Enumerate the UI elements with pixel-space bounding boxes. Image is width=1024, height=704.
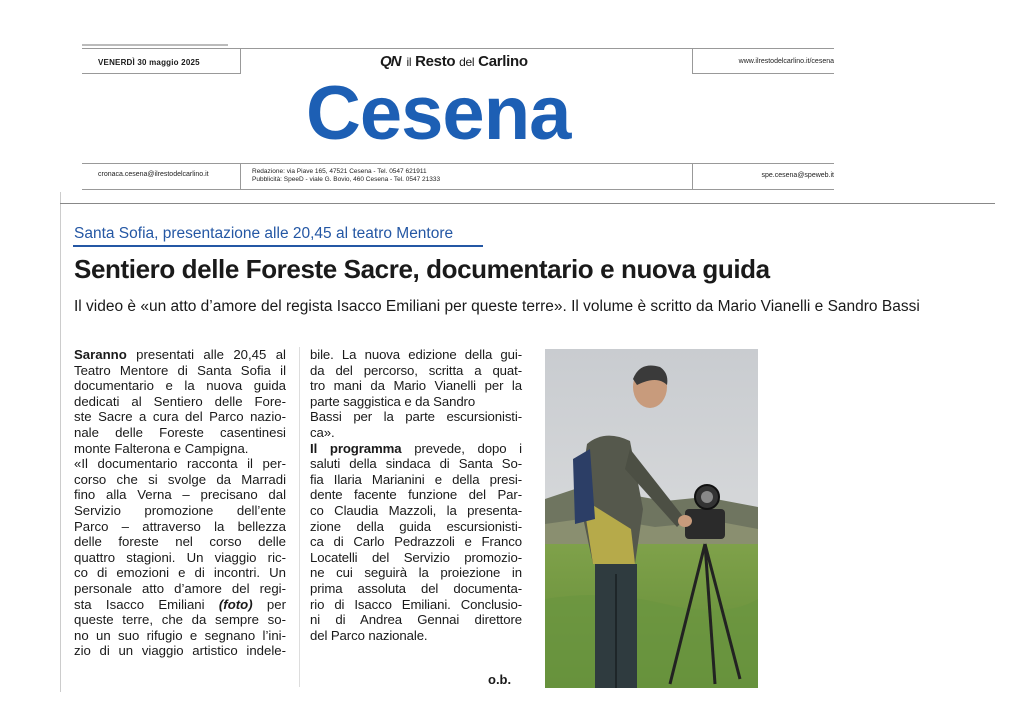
author-initials: o.b. bbox=[488, 672, 512, 687]
photo-illustration bbox=[545, 349, 758, 688]
masthead-line-under-date bbox=[82, 73, 241, 74]
article-photo bbox=[545, 349, 758, 688]
col1-line: no un suo rifugio e segnano l’ini- bbox=[74, 627, 286, 643]
redazione-info bbox=[252, 168, 440, 184]
masthead-sep-right bbox=[692, 48, 693, 74]
col1-foto-post: per bbox=[252, 596, 286, 612]
city-section-title: Cesena bbox=[306, 71, 571, 156]
redazione-line: Redazione: via Piave 165, 47521 Cesena - Tel. 0547 621911 bbox=[252, 168, 427, 175]
col2-line: saluti della sindaca di Santa So- bbox=[310, 456, 522, 472]
col1-line: ste Sacre a cura del Parco nazio- bbox=[74, 409, 286, 425]
col1-line: dedicati al Sentiero delle Fore- bbox=[74, 393, 286, 409]
col1-line: Teatro Mentore di Santa Sofia il bbox=[74, 362, 286, 378]
col1-line: Parco – attraverso la bellezza bbox=[74, 518, 286, 534]
col2-line: tro mani da Mario Vianelli per la bbox=[310, 378, 522, 394]
col2-line: co Claudia Mazzoli, la presenta- bbox=[310, 502, 522, 518]
top-short-rule bbox=[82, 44, 228, 46]
kicker-underline bbox=[73, 245, 483, 247]
newspaper-logo bbox=[380, 50, 528, 72]
newspaper-name-1: Resto bbox=[415, 52, 456, 70]
newspaper-name-2: Carlino bbox=[478, 52, 528, 70]
col1-line: documentario e la nuova guida bbox=[74, 378, 286, 394]
masthead-base-rule bbox=[82, 189, 834, 190]
masthead-bottom-rule bbox=[82, 163, 834, 164]
col1-first-text: presentati alle 20,45 al bbox=[126, 347, 286, 362]
website-link[interactable]: www.ilrestodelcarlino.it/cesena bbox=[738, 58, 834, 65]
article-subhead: Il video è «un atto d’amore del regista Isacco Emiliani per queste terre». Il volume è scritto da Mario Vianelli e Sandro Bassi bbox=[74, 298, 920, 315]
col2-line: prima assoluta del documenta- bbox=[310, 580, 522, 596]
col2-line: del Parco nazionale. bbox=[310, 627, 428, 643]
edition-date: VENERDÌ 30 maggio 2025 bbox=[98, 58, 200, 67]
footer-sep-left bbox=[240, 163, 241, 189]
foto-reference: (foto) bbox=[218, 596, 253, 612]
col1-line: «Il documentario racconta il per- bbox=[74, 456, 286, 472]
article-kicker: Santa Sofia, presentazione alle 20,45 al teatro Mentore bbox=[74, 225, 454, 242]
col1-foto-line bbox=[74, 597, 286, 613]
col1-line: Servizio promozione dell’ente bbox=[74, 502, 286, 518]
article-headline: Sentiero delle Foreste Sacre, documentario e nuova guida bbox=[74, 254, 770, 284]
col1-lead-word: Saranno bbox=[74, 347, 127, 362]
newspaper-name bbox=[407, 53, 528, 70]
col1-line: corso che si svolge da Marradi bbox=[74, 471, 286, 487]
col2-line: ca di Carlo Pedrazzoli e Franco bbox=[310, 534, 522, 550]
col2-line: fia Ilaria Marianini e della presi- bbox=[310, 471, 522, 487]
col2-line: parte saggistica e da Sandro bbox=[310, 393, 476, 409]
article-left-rule bbox=[60, 192, 61, 692]
col2-line: da del percorso, scritta a quat- bbox=[310, 362, 522, 378]
col1-line: queste terre, che da sempre so- bbox=[74, 612, 286, 628]
col2-programma-text: prevede, dopo i bbox=[401, 440, 522, 456]
col2-line: ni di Andrea Gennai direttore bbox=[310, 612, 522, 628]
article-column-1 bbox=[74, 347, 286, 659]
col1-line: personale atto d’amore del regi- bbox=[74, 580, 286, 596]
pubblicita-line: Pubblicità: SpeeD - viale G. Bovio, 460 Cesena - Tel. 0547 21333 bbox=[252, 176, 441, 183]
col1-line: zio di un viaggio artistico indele- bbox=[74, 643, 286, 659]
col1-foto-pre: sta Isacco Emiliani bbox=[74, 596, 219, 612]
col2-line: dente facente funzione del Par- bbox=[310, 487, 522, 503]
col2-line: ca». bbox=[310, 424, 335, 440]
masthead-sep-left bbox=[240, 48, 241, 74]
column-divider bbox=[299, 347, 300, 687]
col1-line: quattro stagioni. Un viaggio ric- bbox=[74, 549, 286, 565]
col1-line: delle foreste nel corso delle bbox=[74, 534, 286, 550]
newspaper-del: del bbox=[459, 54, 475, 69]
masthead-line-under-url bbox=[692, 73, 834, 74]
qn-logo-mark: QN bbox=[380, 52, 401, 70]
col1-line: monte Falterona e Campigna. bbox=[74, 440, 249, 456]
email-pubblicita[interactable]: spe.cesena@speweb.it bbox=[761, 172, 834, 179]
col2-line: bile. La nuova edizione della gui- bbox=[310, 347, 522, 362]
article-top-rule bbox=[60, 203, 995, 204]
col1-first-line bbox=[74, 347, 286, 363]
col1-line: co di emozioni e di incontri. Un bbox=[74, 565, 286, 581]
col2-line: Bassi per la parte escursionisti- bbox=[310, 409, 522, 425]
article-column-2 bbox=[310, 347, 522, 643]
footer-sep-right bbox=[692, 163, 693, 189]
newspaper-prefix: il bbox=[406, 54, 412, 69]
col2-programma-line bbox=[310, 441, 522, 457]
col2-line: ne cui seguirà la proiezione in bbox=[310, 565, 522, 581]
col2-line: zione della guida escursionisti- bbox=[310, 518, 522, 534]
col2-line: Locatelli del Servizio promozio- bbox=[310, 549, 522, 565]
email-cronaca[interactable]: cronaca.cesena@ilrestodelcarlino.it bbox=[98, 171, 209, 178]
masthead-top-rule bbox=[82, 48, 834, 49]
col2-line: rio di Isacco Emiliani. Conclusio- bbox=[310, 596, 522, 612]
col1-line: fino alla Verna – precisano dal bbox=[74, 487, 286, 503]
col1-line: nale delle Foreste casentinesi bbox=[74, 424, 286, 440]
col2-programma-lead: Il programma bbox=[310, 440, 402, 456]
